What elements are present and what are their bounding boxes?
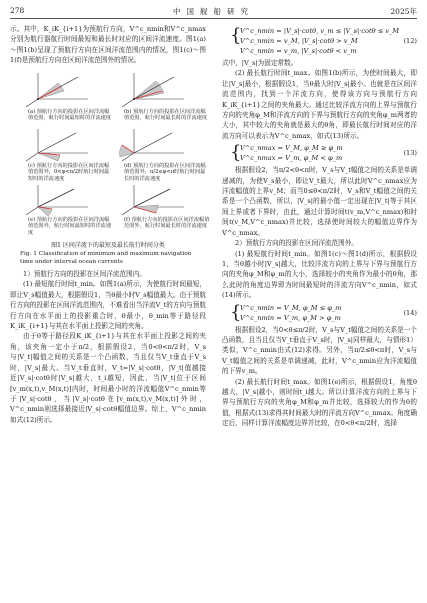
- caption-e: (e) 预航行方向的投影在区间洋流幅值范围外，航行时间最短时的洋流速度: [28, 216, 112, 236]
- equation-12: [222, 26, 417, 56]
- left-column: [10, 24, 210, 425]
- panel-a-diagram: [18, 69, 98, 109]
- figure-panel-f: [114, 183, 210, 230]
- equation-14-line-2: V^c_nmin = V_m, φ_M > φ_m: [240, 313, 341, 322]
- figure-1: [10, 69, 210, 239]
- equation-14-number: (14): [403, 308, 417, 317]
- page-number: 278: [10, 6, 25, 15]
- figure-panel-e: [18, 183, 114, 237]
- paragraph-assumption-2: 根据假设2，当π/2<θ<π时，V_s与V_t幅值之间的关系是单调递减的，为使V_s最小，即让V_t最大，所以此时V^c_nmax应为洋流幅值的上界v_M；而当0≤θ<π/2时，V_s和V_t幅值之间的关系是一个凸函数，所以，|V_s|的最小值一定出现在|V_t|等于其区间上界或者下界时，由此，通过计算时间t(v_m,V^c_nmax)和时间t(v_M,V^c_nmax)并比较，选择使时间较大的幅值边界作为V^c_nmax。: [222, 166, 417, 237]
- paragraph-tmin-outside: (1) 最短航行时间t_min。如图1(c)～图1(d)所示，根据假设1，当θ越小时|V_s|越大，比较洋流方向的上界与下界与预航行方向的夹角φ_M和φ_m的大小，选择较小的夹角作为最小的θ角，那么此时的角度边界即为时间最短时的洋流方向V^c_nmin，如式(14)所示。: [222, 249, 417, 300]
- figure-panel-a: [18, 69, 114, 122]
- equation-brace: {: [230, 301, 242, 323]
- equation-14-line-1: V^c_nmin = V_M, φ_M ≤ φ_m: [240, 303, 342, 312]
- header-rule: [10, 18, 417, 19]
- paragraph-tmin-2: 由于θ等于路径段K_iK_{i+1}与其在水平面上投影之间的夹角，该夹角一定小于π/2，根据假设2，当0<θ<π/2时，V_s与|V_t|幅值之间的关系是一个凸函数，当且仅当V_t垂直于V_s时，|V_s|最大。当V_t垂直时，V_t=|V_s|·cotθ，|V_t|值越接近|V_s|·cotθ时|V_s|越大，t_i越短，因此，当|V_t|位于区间[v_m(x,t),v_M(x,t)]内时，时间最小时的洋流幅值V^c_nmin等于|V_s|·cotθ，当|V_s|·cotθ在[v_m(x,t),v_M(x,t)]外时，V^c_nmin则选择最接近|V_s|·cotθ幅值边界。综上，V^c_nmin如式(12)所示。: [10, 332, 206, 424]
- panel-e-diagram: [18, 183, 98, 217]
- panel-c-diagram: [18, 127, 98, 163]
- figure-panel-b: [114, 69, 210, 122]
- paragraph-tmax: (2) 最长航行时间t_max。如图1(b)所示，为使时间最大，即让|V_s|最小，根据假设1，当θ最大时|V_s|最小。也就是在区间洋流范围内，找到一个洋流方向，使得该方向与预航行方向K_iK_{i+1}之间的夹角最大。通过比较洋流方向的上界与预航行方向的夹角φ_M和洋流方向的下界与预航行方向的夹角φ_m两者的大小，其中较大的夹角就是最大的θ角，即最长航行时间对应的洋流方向可以表示为V^c_nmax，如式(13)所示。: [222, 69, 417, 140]
- panel-d-diagram: [114, 127, 194, 163]
- figure-panel-d: [114, 127, 210, 183]
- equation-13: [222, 143, 417, 163]
- running-header: [10, 6, 417, 18]
- intro-paragraph: 示。其中，K_iK_{i+1}为预航行方向，V^c_nmin和V^c_nmax分别为航行器航行时间最短和最长时对应的区间洋流速度。图1(a)～图1(b)呈现了预航行方向在区间洋流范围内的情况，图1(c)～图1(f)是预航行方向在区间洋流范围外的情况。: [10, 25, 206, 65]
- caption-d: (d) 预航行方向的投影在区间洋流幅值范围外，π/2≤φ<π时航行时间最长时的洋流速度: [124, 162, 206, 182]
- paragraph-tmax-outside: (2) 最长航行时间t_max。如图1(e)所示，根据假设1，角度θ越大，|V_s|越小，则时间t_i越大。所以计算洋流方向的上界与下界与预航行方向的夹角φ_M和φ_m并比较，选择较大的作为θ的值，根据式(13)求得其时间最大时的洋流方向V^c_nmax。角度确定后，同样计算洋流幅度边界并比较，在0<θ<π/2时，选择: [222, 377, 417, 428]
- paragraph-tmin-1: (1) 最短航行时间t_min。如图1(a)所示，为使航行时间最短，即让V_s幅值最大，根据假设1，当θ最小时V_s幅值最大。由于预航行方向的投影在区间洋流范围内，不难看出当洋流V_t的方向与预航行方向在水平面上的投影重合时，θ最小，θ_min等于路径段K_iK_{i+1}与其在水平面上投影之间的夹角。: [10, 280, 206, 331]
- equation-13-line-1: V^c_nmax = V_M, φ_M ≥ φ_m: [240, 144, 343, 153]
- equation-13-number: (13): [403, 149, 417, 158]
- equation-12-number: (12): [403, 37, 417, 45]
- panel-f-diagram: [114, 183, 194, 217]
- caption-b: (b) 预航行方向的投影在区间洋流幅值范围，航行时间最长时的洋流速度: [124, 108, 208, 122]
- caption-c: (c) 预航行方向的投影在区间洋流幅值范围外，0<φ<π/2时航行时间最短时的洋流速度: [28, 162, 110, 182]
- paragraph-after-12: 式中，|V_s|为固定常数。: [222, 59, 298, 67]
- equation-brace: {: [230, 25, 242, 46]
- figure-caption-zh: 图1 区间洋流下的最短及最长航行时间分类: [51, 241, 165, 249]
- equation-13-line-2: V^c_nmax = V_m, φ_M < φ_m: [240, 154, 343, 163]
- equation-14: [222, 303, 417, 323]
- equation-12-line-2: V^c_nmin = v_M, |V_s|·cotθ > v_M: [240, 37, 358, 45]
- figure-panel-c: [18, 127, 114, 183]
- header-year: 2025年: [390, 7, 417, 16]
- equation-12-line-3: V^c_nmin = v_m, |V_s|·cotθ < v_m: [240, 47, 357, 55]
- section-heading-2: 2）预航行方向的投影在区间洋流范围外。: [235, 239, 358, 248]
- journal-title: 中国舰船研究: [173, 7, 254, 16]
- paragraph-convex: 根据假设2，当0<θ≤π/2时，V_s与V_t幅值之间的关系是一个凸函数，且当且仅当V_t垂直于V_s时，|V_s|同样最大，与情形1）类似，V^c_nmin由式(12)求得。另外，当π/2≤θ<π时，V_s与V_t幅值之间的关系是单调递减，此时，V^c_nmin应为洋流幅值的下界v_m。: [222, 325, 417, 376]
- right-column: [222, 24, 417, 429]
- caption-f: (f) 预航行方向的投影在区间洋流幅值范围外，航行时间最长时的洋流速度: [124, 216, 210, 230]
- equation-12-line-1: V^c_nmin = |V_s|·cotθ, v_m ≤ |V_s|·cotθ ≤ v_M: [240, 27, 400, 35]
- section-heading-1: 1）预航行方向的投影在区间洋流范围内。: [23, 270, 146, 279]
- equation-brace: {: [230, 142, 242, 164]
- panel-b-diagram: [114, 69, 194, 109]
- figure-caption-en: Fig. 1 Classification of minimum and maximum navigation time under interval ocean currents: [20, 250, 192, 265]
- caption-a: (a) 预航行方向的投影在区间洋流幅值范围，航行时间最短时的洋流速度: [28, 108, 112, 122]
